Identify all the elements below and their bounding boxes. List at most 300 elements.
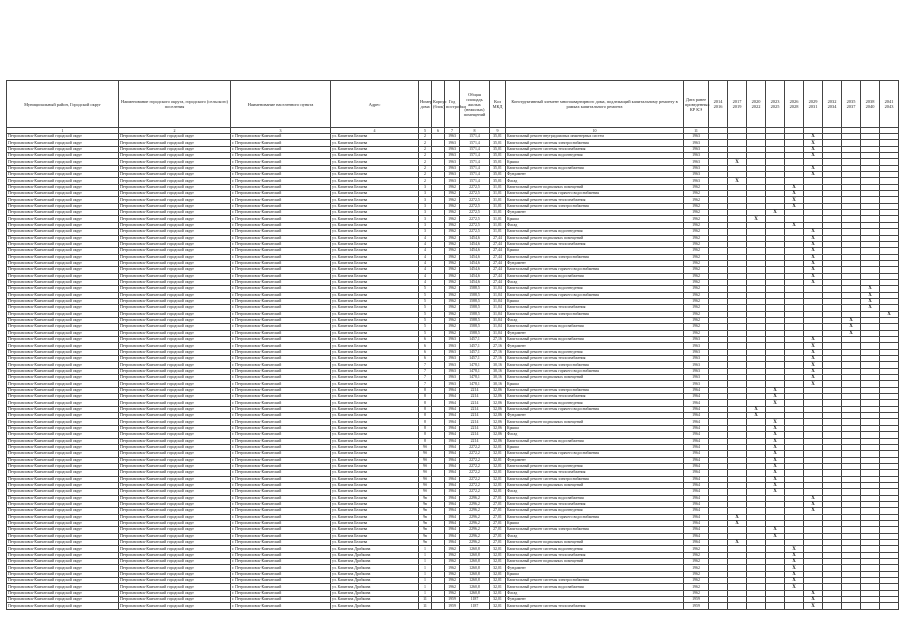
column-header: 2014 2016 [709,81,728,128]
table-cell: Петропавловск-Камчатский городской округ [119,254,231,260]
table-cell: 6 [419,349,432,355]
table-cell: Крыша [506,425,684,431]
table-cell: 1964 [684,425,709,431]
table-cell: 1571,4 [460,134,490,140]
table-cell: 2272,2 [460,470,490,476]
table-cell: 1959 [445,603,460,609]
table-cell: Петропавловск-Камчатский городской округ [7,546,119,552]
table-cell: 1963 [684,134,709,140]
table-cell: 27,44 [490,241,506,247]
table-cell: ул. Капитана Беляева [331,476,419,482]
table-cell: 30,16 [490,381,506,387]
table-cell: 31,04 [490,330,506,336]
table-cell: г. Петропавловск-Камчатский [231,451,331,457]
table-cell: г. Петропавловск-Камчатский [231,191,331,197]
table-cell: 32,01 [490,476,506,482]
table-cell: 27,01 [490,514,506,520]
table-cell: Петропавловск-Камчатский городской округ [119,501,231,507]
table-cell: г. Петропавловск-Камчатский [231,356,331,362]
table-cell: Петропавловск-Камчатский городской округ [119,298,231,304]
period-mark: X [804,337,823,343]
column-header: 2029 2031 [804,81,823,128]
period-mark: X [785,546,804,552]
table-cell: ул. Капитана Беляева [331,260,419,266]
table-cell: г. Петропавловск-Камчатский [231,489,331,495]
table-cell: Петропавловск-Камчатский городской округ [119,134,231,140]
table-cell: 1963 [445,134,460,140]
table-cell: 32,06 [490,400,506,406]
table-cell: 31,01 [490,197,506,203]
table-cell: 1964 [445,400,460,406]
table-cell: 2296,2 [460,514,490,520]
table-cell: 32,01 [490,584,506,590]
table-cell: 1962 [445,222,460,228]
table-cell: 1964 [684,470,709,476]
table-row [7,603,899,609]
table-cell: 2 [419,153,432,159]
table-cell: 1962 [684,267,709,273]
table-cell: 1964 [684,444,709,450]
table-cell: ул. Капитана Беляева [331,527,419,533]
table-cell: 1962 [684,584,709,590]
table-cell: г. Петропавловск-Камчатский [231,546,331,552]
table-cell: г. Петропавловск-Камчатский [231,413,331,419]
table-cell: ул. Капитана Беляева [331,165,419,171]
table-cell: 1963 [445,368,460,374]
table-cell: г. Петропавловск-Камчатский [231,241,331,247]
table-cell: 31,04 [490,305,506,311]
table-cell: Капитальный ремонт системы электроснабжения [506,578,684,584]
table-cell: 1588,5 [460,305,490,311]
table-cell: г. Петропавловск-Камчатский [231,324,331,330]
table-cell: 1963 [445,362,460,368]
table-cell: 35,01 [490,146,506,152]
table-cell: ул. Капитана Драбкина [331,603,419,609]
table-cell: ул. Капитана Беляева [331,349,419,355]
period-mark: X [842,324,861,330]
table-cell: 4 [419,273,432,279]
table-cell: 1962 [684,571,709,577]
table-cell: Петропавловск-Камчатский городской округ [7,597,119,603]
table-cell: 31,04 [490,317,506,323]
period-cell [766,603,785,609]
table-cell: Капитальный ремонт системы водоснабжения [506,324,684,330]
table-cell: 1963 [684,172,709,178]
table-cell: 1962 [684,578,709,584]
table-cell: 1478,1 [460,375,490,381]
table-cell: Петропавловск-Камчатский городской округ [7,413,119,419]
table-cell: 1962 [684,248,709,254]
table-cell: ул. Капитана Беляева [331,267,419,273]
table-cell: 27,01 [490,495,506,501]
table-cell: ул. Капитана Беляева [331,286,419,292]
table-cell: Петропавловск-Камчатский городской округ [119,279,231,285]
table-cell: 2296,2 [460,520,490,526]
table-cell: Крыша [506,159,684,165]
period-mark: X [766,400,785,406]
table-cell: Петропавловск-Камчатский городской округ [7,387,119,393]
table-cell: Петропавловск-Камчатский городской округ [119,400,231,406]
table-cell: Петропавловск-Камчатский городской округ [7,330,119,336]
table-cell: 1571,4 [460,172,490,178]
table-cell: Петропавловск-Камчатский городской округ [119,203,231,209]
table-cell: Фасад [506,317,684,323]
table-cell: 2272,2 [460,476,490,482]
period-mark: X [804,153,823,159]
table-cell: 1457,1 [460,343,490,349]
table-cell: 1 [419,571,432,577]
table-cell: 2214 [460,400,490,406]
table-cell: 1962 [445,305,460,311]
table-cell: ул. Капитана Беляева [331,495,419,501]
table-cell: 27,44 [490,279,506,285]
table-cell: Петропавловск-Камчатский городской округ [119,520,231,526]
table-cell: 1962 [684,279,709,285]
table-cell: 1588,5 [460,292,490,298]
table-cell: Капитальный ремонт внутридомовых инженерных систем [506,134,684,140]
table-cell: Капитальный ремонт системы теплоснабжения [506,394,684,400]
table-cell: 1963 [684,362,709,368]
table-cell: 27,01 [490,540,506,546]
table-cell: 1457,1 [460,356,490,362]
table-cell: ул. Капитана Беляева [331,368,419,374]
period-mark: X [728,178,747,184]
table-cell: 32,06 [490,387,506,393]
table-cell: 1962 [684,191,709,197]
table-cell: 1964 [684,482,709,488]
table-cell: 1964 [445,394,460,400]
table-cell: г. Петропавловск-Камчатский [231,146,331,152]
table-cell: 4 [419,248,432,254]
table-cell: 8 [419,432,432,438]
table-cell: Фундамент [506,260,684,266]
table-cell: г. Петропавловск-Камчатский [231,578,331,584]
table-cell: 2296,2 [460,501,490,507]
table-cell: 1962 [445,267,460,273]
table-cell: 1260,8 [460,571,490,577]
table-cell: Петропавловск-Камчатский городской округ [7,362,119,368]
table-cell: 1962 [445,260,460,266]
column-header: Наименование городского округа, городского (сельского) поселения [119,81,231,128]
table-cell: 5 [419,311,432,317]
table-cell: Петропавловск-Камчатский городской округ [7,178,119,184]
column-header: 2035 2037 [842,81,861,128]
table-cell: 32,01 [490,482,506,488]
table-cell: 1962 [684,216,709,222]
table-cell: 1962 [684,235,709,241]
table-cell: Петропавловск-Камчатский городской округ [119,184,231,190]
table-cell: Петропавловск-Камчатский городской округ [119,489,231,495]
table-cell: г. Петропавловск-Камчатский [231,584,331,590]
table-cell: 1962 [684,292,709,298]
table-cell: ул. Капитана Беляева [331,438,419,444]
table-cell: г. Петропавловск-Камчатский [231,552,331,558]
period-mark: X [766,533,785,539]
table-cell: г. Петропавловск-Камчатский [231,520,331,526]
table-cell: 1571,4 [460,165,490,171]
table-cell: 1962 [445,311,460,317]
table-cell: 27,44 [490,267,506,273]
table-cell: 1 [419,584,432,590]
table-cell: 8 [419,419,432,425]
table-cell: Капитальный ремонт системы теплоснабжения [506,501,684,507]
table-cell: Фундамент [506,210,684,216]
table-cell: г. Петропавловск-Камчатский [231,349,331,355]
table-cell: ул. Капитана Беляева [331,184,419,190]
column-number: 2 [119,128,231,134]
table-cell: Петропавловск-Камчатский городской округ [119,153,231,159]
table-cell: 7 [419,368,432,374]
table-cell: ул. Капитана Беляева [331,172,419,178]
table-cell: ул. Капитана Беляева [331,134,419,140]
table-cell: Петропавловск-Камчатский городской округ [7,140,119,146]
table-cell: г. Петропавловск-Камчатский [231,197,331,203]
period-mark: X [804,362,823,368]
table-cell: 6 [419,343,432,349]
table-cell: ул. Капитана Беляева [331,216,419,222]
table-cell: 1963 [684,337,709,343]
table-cell: 9б [419,470,432,476]
table-cell: 1962 [445,254,460,260]
table-cell: 1963 [684,165,709,171]
period-cell [728,603,747,609]
table-cell: Капитальный ремонт подвальных помещений [506,540,684,546]
table-cell: Петропавловск-Камчатский городской округ [119,476,231,482]
table-cell: 1962 [445,229,460,235]
table-cell: Капитальный ремонт системы теплоснабжения [506,305,684,311]
table-cell: 35,01 [490,172,506,178]
table-cell: г. Петропавловск-Камчатский [231,514,331,520]
table-cell: 1962 [445,565,460,571]
table-cell: 32,06 [490,425,506,431]
table-cell: 27,01 [490,520,506,526]
table-cell: 27,01 [490,501,506,507]
table-cell: 1571,4 [460,159,490,165]
table-cell: 8 [419,400,432,406]
period-mark: X [804,603,823,609]
table-cell: 9б [419,482,432,488]
period-mark: X [766,425,785,431]
table-cell: Петропавловск-Камчатский городской округ [7,356,119,362]
table-cell: 1964 [684,451,709,457]
table-cell: Петропавловск-Камчатский городской округ [7,260,119,266]
table-cell: 1 [419,590,432,596]
column-number: 7 [445,128,460,134]
table-cell: Петропавловск-Камчатский городской округ [119,305,231,311]
table-cell: Фасад [506,279,684,285]
table-cell: ул. Капитана Драбкина [331,578,419,584]
table-cell: 32,01 [490,559,506,565]
column-header: Конструктивный элемент многоквартирного дома, подлежащий капитальному ремонту в рамках капитального ремонта [506,81,684,128]
table-cell: Капитальный ремонт системы электроснабжения [506,311,684,317]
table-cell: 35,01 [490,134,506,140]
period-mark: X [766,457,785,463]
table-cell: ул. Капитана Беляева [331,508,419,514]
table-cell: 1457,1 [460,337,490,343]
period-mark: X [804,248,823,254]
table-cell: 31,04 [490,286,506,292]
table-cell: Петропавловск-Камчатский городской округ [119,508,231,514]
column-header: Муниципальный район, Городской округ [7,81,119,128]
table-cell: ул. Капитана Беляева [331,210,419,216]
table-cell: Петропавловск-Камчатский городской округ [119,559,231,565]
table-cell: Петропавловск-Камчатский городской округ [7,520,119,526]
column-header: Общая площадь жилых (нежилых) помещений [460,81,490,128]
table-cell [432,603,445,609]
table-cell: Петропавловск-Камчатский городской округ [119,584,231,590]
table-cell: 1964 [684,387,709,393]
period-mark: X [766,444,785,450]
table-cell: Петропавловск-Камчатский городской округ [7,273,119,279]
table-cell: 5 [419,317,432,323]
table-cell: 1962 [445,241,460,247]
table-cell: 1588,5 [460,324,490,330]
table-cell: Петропавловск-Камчатский городской округ [119,533,231,539]
table-cell: 3 [419,197,432,203]
table-cell: Капитальный ремонт системы электроснабжения [506,140,684,146]
table-cell: Крыша [506,298,684,304]
table-cell: Петропавловск-Камчатский городской округ [7,571,119,577]
table-cell: 9б [419,489,432,495]
table-cell: 11 [419,603,432,609]
table-cell: Петропавловск-Камчатский городской округ [119,527,231,533]
table-cell: Петропавловск-Камчатский городской округ [119,514,231,520]
table-cell: 1964 [445,451,460,457]
period-mark: X [804,343,823,349]
table-cell: 7 [419,375,432,381]
period-mark: X [804,165,823,171]
table-cell: г. Петропавловск-Камчатский [231,279,331,285]
table-cell: 31,04 [490,311,506,317]
period-mark: X [804,146,823,152]
table-cell: 2272,5 [460,184,490,190]
column-header: 2020 2022 [747,81,766,128]
table-cell: г. Петропавловск-Камчатский [231,153,331,159]
column-header: 2017 2019 [728,81,747,128]
table-cell: 30,16 [490,362,506,368]
table-cell: ул. Капитана Беляева [331,203,419,209]
table-cell: 1964 [684,533,709,539]
table-cell: ул. Капитана Беляева [331,248,419,254]
table-cell: 1962 [445,216,460,222]
table-cell: Капитальный ремонт системы теплоснабжения [506,241,684,247]
table-cell: Фундамент [506,330,684,336]
table-cell: ул. Капитана Беляева [331,330,419,336]
table-cell: 2296,2 [460,527,490,533]
table-cell: 7 [419,362,432,368]
period-mark: X [804,229,823,235]
table-cell: ул. Капитана Беляева [331,381,419,387]
table-cell: Петропавловск-Камчатский городской округ [7,451,119,457]
table-cell: Петропавловск-Камчатский городской округ [7,324,119,330]
table-cell: 2 [419,146,432,152]
table-cell: 1962 [684,317,709,323]
table-cell: Петропавловск-Камчатский городской округ [119,425,231,431]
table-cell: Капитальный ремонт системы электроснабжения [506,527,684,533]
table-cell: 2272,5 [460,203,490,209]
table-cell: г. Петропавловск-Камчатский [231,508,331,514]
table-cell: 35,01 [490,165,506,171]
table-cell: Петропавловск-Камчатский городской округ [119,178,231,184]
table-cell: г. Петропавловск-Камчатский [231,229,331,235]
table-cell: 1962 [445,273,460,279]
period-mark: X [804,235,823,241]
period-mark: X [804,134,823,140]
table-cell: 1963 [445,159,460,165]
period-mark: X [804,375,823,381]
period-mark: X [766,387,785,393]
period-mark: X [842,317,861,323]
table-cell: Петропавловск-Камчатский городской округ [119,571,231,577]
table-cell: 1963 [445,349,460,355]
table-cell: ул. Капитана Беляева [331,140,419,146]
period-mark: X [728,520,747,526]
table-cell: 2214 [460,438,490,444]
table-cell: Петропавловск-Камчатский городской округ [7,222,119,228]
table-cell: Петропавловск-Камчатский городской округ [7,254,119,260]
table-cell: Фундамент [506,457,684,463]
table-cell: Петропавловск-Камчатский городской округ [119,495,231,501]
table-cell: Петропавловск-Камчатский городской округ [7,210,119,216]
table-cell: Петропавловск-Камчатский городской округ [7,337,119,343]
table-cell: ул. Капитана Драбкина [331,571,419,577]
table-cell: Петропавловск-Камчатский городской округ [119,578,231,584]
table-cell: 1964 [684,432,709,438]
column-number: 9 [490,128,506,134]
table-cell: Капитальный ремонт системы водоотведения [506,546,684,552]
table-cell: 35,01 [490,140,506,146]
table-cell: 8 [419,413,432,419]
table-cell: ул. Капитана Беляева [331,387,419,393]
table-cell: Петропавловск-Камчатский городской округ [119,197,231,203]
column-header: Адрес [331,81,419,128]
period-mark: X [861,286,880,292]
table-cell: 1964 [445,419,460,425]
table-cell: 1962 [684,260,709,266]
table-cell: Капитальный ремонт системы электроснабжения [506,387,684,393]
table-cell: 1964 [684,501,709,507]
table-cell: г. Петропавловск-Камчатский [231,476,331,482]
table-cell: Петропавловск-Камчатский городской округ [119,146,231,152]
table-cell: Капитальный ремонт системы водоснабжения [506,584,684,590]
table-cell: г. Петропавловск-Камчатский [231,406,331,412]
table-cell: 2 [419,159,432,165]
header-row [7,81,899,128]
column-header: 2023 2025 [766,81,785,128]
table-cell: 2272,2 [460,444,490,450]
table-cell: г. Петропавловск-Камчатский [231,260,331,266]
table-cell: Петропавловск-Камчатский городской округ [7,146,119,152]
table-cell: 1962 [445,203,460,209]
table-cell: Капитальный ремонт системы горячего водоснабжения [506,368,684,374]
table-cell: г. Петропавловск-Камчатский [231,140,331,146]
table-cell: 1962 [445,571,460,577]
table-cell: 1964 [445,495,460,501]
table-cell: ул. Капитана Беляева [331,178,419,184]
period-mark: X [747,406,766,412]
table-cell: Петропавловск-Камчатский городской округ [7,203,119,209]
table-cell: г. Петропавловск-Камчатский [231,159,331,165]
table-cell: 1962 [684,324,709,330]
table-cell: Петропавловск-Камчатский городской округ [7,540,119,546]
table-cell: ул. Капитана Беляева [331,533,419,539]
table-cell: Петропавловск-Камчатский городской округ [7,476,119,482]
table-cell: Петропавловск-Камчатский городской округ [7,533,119,539]
period-mark: X [804,267,823,273]
table-cell: 1962 [445,184,460,190]
table-cell: г. Петропавловск-Камчатский [231,343,331,349]
period-mark: X [766,482,785,488]
